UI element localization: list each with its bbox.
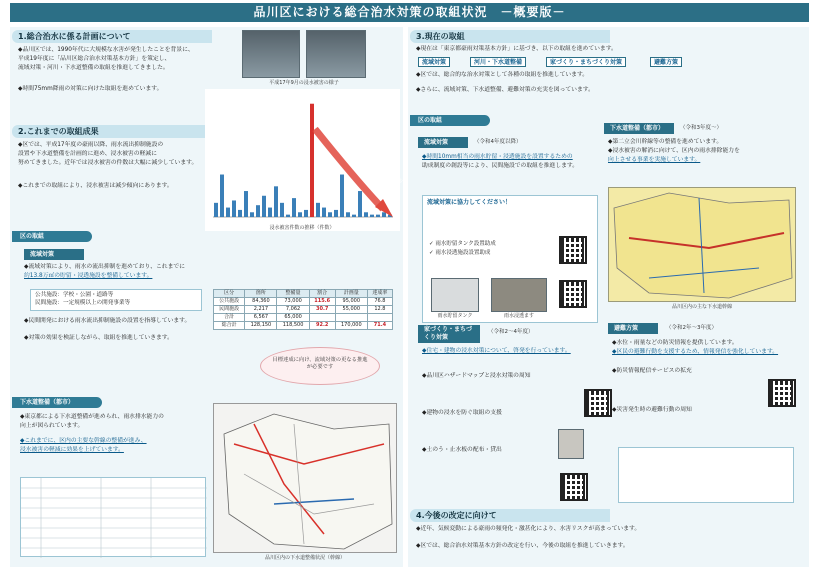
sewer-map-caption: 品川区内の下水道整備状況（幹線）	[264, 555, 345, 561]
section-1-text	[18, 46, 238, 94]
sewer-trunk-caption: 品川区内の主な下水道幹線	[671, 304, 732, 310]
chart-bar	[232, 200, 236, 217]
flood-photo-1	[242, 30, 300, 78]
chart-bar	[268, 208, 272, 217]
facility-line: 民間施設：一定規模以上の開発事業等	[35, 299, 131, 306]
ryuiki-now-line: ◆時間10mm相当の雨水貯留・浸透施設を設置するための	[422, 154, 573, 160]
sewer-line: ◆東京都による下水道整備が進められ、雨水排水能力の	[20, 414, 164, 420]
ryuiki-now-line: 助成制度の創設等により、民間施設での取組を推進します。	[422, 162, 579, 169]
ryuiki-line: 約13.8万㎥の貯留・浸透施設を整備しています。	[24, 272, 153, 279]
table-cell: 115.6	[309, 298, 335, 306]
chart-bar	[244, 191, 248, 217]
house-line: ◆建物の浸水を防ぐ取組の支援	[422, 409, 502, 416]
chart-bar	[298, 212, 302, 217]
ryuiki-now-period: （令和4年度以降）	[474, 139, 522, 145]
section-2-line: ◆区では、平成17年度の豪雨以降、雨水流出抑制施設の	[18, 142, 164, 148]
tag-ryuiki: 流域対策	[418, 57, 450, 67]
evac-info-box	[618, 447, 794, 503]
section-3-text-2	[416, 71, 796, 95]
table-cell	[367, 314, 392, 322]
legend-lines	[21, 478, 207, 558]
ryuiki-panel	[422, 195, 598, 323]
check-item: ✓ 雨水貯留タンク設置助成	[429, 241, 496, 247]
table-header: 割合	[309, 290, 335, 298]
photo-caption: 平成17年9月の浸水被害の様子	[269, 80, 339, 86]
chart-bar	[304, 210, 308, 217]
sewer-now-label: 下水道整備（都市）	[604, 123, 674, 134]
chart-bar	[286, 215, 290, 217]
table-cell: 合計	[214, 314, 245, 322]
qr-code-icon	[559, 280, 587, 308]
sewer-trunk-map-graphic	[609, 188, 797, 303]
table-cell: 7,062	[277, 306, 309, 314]
chart-bar	[280, 203, 284, 217]
section-1-line: 流域対策・河川・下水道整備の取組を推進してきました。	[18, 64, 169, 71]
section-4-line: ◆区では、総合治水対策基本方針の改定を行い、今後の取組を推進していきます。	[416, 542, 629, 549]
table-cell	[309, 314, 335, 322]
table-cell: 73,000	[277, 298, 309, 306]
table-header: 区分	[214, 290, 245, 298]
section-2-line: 設置や下水道整備を計画的に進め、浸水被害の軽減に	[18, 150, 157, 157]
chart-bar	[370, 215, 374, 217]
section-2-line: ◆これまでの取組により、浸水被害は減少傾向にあります。	[18, 182, 173, 189]
table-header: 計画量	[335, 290, 367, 298]
chart-bar	[316, 203, 320, 217]
tank-caption: 雨水貯留タンク	[437, 313, 473, 319]
ward-box-title: 区の取組	[12, 231, 92, 242]
table-cell: 公共施設	[214, 298, 245, 306]
evac-line: ◆水位・雨量などの防災情報を提供しています。	[612, 340, 738, 346]
evac-line: ◆防災情報配信サービスの拡充	[612, 367, 692, 374]
section-3-text	[416, 45, 796, 54]
sewer-text	[20, 413, 206, 455]
evac-line: ◆区民の避難行動を支援するため、情報発信を強化しています。	[612, 348, 779, 355]
qr-code-icon	[584, 389, 612, 417]
sewer-now-line: ◆第二立会川幹線等の整備を進めています。	[608, 139, 723, 145]
chart-bar	[334, 210, 338, 217]
section-2-line: 努めてきました。近年では浸水被害の件数は大幅に減少しています。	[18, 159, 198, 166]
section-2-heading: 2.これまでの取組成果	[12, 125, 212, 138]
table-cell: 128,150	[245, 322, 277, 330]
ryuiki-line: ◆民間開発における雨水流出抑制施設の設置を指導しています。	[24, 318, 191, 324]
chart-bar	[322, 208, 326, 217]
chart-bar	[328, 212, 332, 217]
ryuiki-text-2	[24, 317, 210, 343]
chart-bar	[382, 212, 386, 217]
check-label: 雨水貯留タンク設置助成	[435, 241, 496, 247]
chart-caption: 浸水被害件数の推移（件数）	[269, 225, 335, 231]
section-3-heading: 3.現在の取組	[410, 30, 610, 43]
house-period: （令和2〜4年度）	[488, 329, 534, 335]
table-cell: 6,567	[245, 314, 277, 322]
tag-river-sewer: 河川・下水道整備	[470, 57, 526, 67]
house-line: ◆品川区ハザードマップと浸水対策の周知	[422, 372, 531, 379]
qr-code-icon	[559, 236, 587, 264]
table-cell: 71.4	[367, 322, 392, 330]
chart-bar	[310, 104, 314, 217]
section-1-line: ◆品川区では、1990年代に大規模な水害が発生したことを背景に、	[18, 47, 194, 53]
chart-bar	[358, 191, 362, 217]
house-photo	[558, 429, 584, 459]
table-row	[214, 306, 393, 314]
table-header: 達成率	[367, 290, 392, 298]
table-cell: 30.7	[309, 306, 335, 314]
chart-bar	[214, 203, 218, 217]
rain-tank-photo	[431, 278, 479, 312]
table-cell: 76.8	[367, 298, 392, 306]
tag-house-town: 家づくり・まちづくり対策	[546, 57, 626, 67]
table-row	[214, 314, 393, 322]
evac-period: （令和2年〜3年度）	[666, 325, 717, 331]
sewer-line: ◆これまでに、区内の主要な幹線の整備が進み、	[20, 437, 147, 444]
chart-bar	[226, 208, 230, 217]
table-cell: 55,000	[335, 306, 367, 314]
table-cell: 2,217	[245, 306, 277, 314]
table-cell: 総合計	[214, 322, 245, 330]
table-cell: 170,000	[335, 322, 367, 330]
facility-line: 公共施設：学校・公園・道路等	[35, 292, 114, 298]
table-cell: 65,000	[277, 314, 309, 322]
table-cell: 118,500	[277, 322, 309, 330]
table-cell: 12.8	[367, 306, 392, 314]
chart-bar	[238, 210, 242, 217]
check-item: ✓ 雨水浸透施設設置助成	[429, 249, 491, 256]
table-row	[214, 322, 393, 330]
trend-arrow-shaft	[315, 129, 383, 209]
sewer-now-line: ◆浸水被害の解消に向けて、区内の雨水排除能力を	[608, 147, 740, 154]
page-title: 品川区における総合治水対策の取組状況 －概要版－	[10, 3, 809, 22]
tag-evacuation: 避難方策	[650, 57, 682, 67]
flood-count-chart	[205, 89, 404, 231]
qr-code-icon	[560, 473, 588, 501]
house-label: 家づくり・まちづくり対策	[418, 325, 480, 343]
ryuiki-now-text	[422, 153, 602, 171]
evac-label: 避難方策	[608, 323, 658, 334]
table-header-row	[214, 290, 393, 298]
qr-code-icon	[768, 379, 796, 407]
sewer-line: 浸水被害の軽減に効果を上げています。	[20, 446, 124, 453]
chart-bar	[292, 198, 296, 217]
chart-annotation: 浸水被害減少	[373, 179, 404, 185]
table-row	[214, 298, 393, 306]
sewer-map	[213, 403, 397, 553]
facility-list-box	[30, 289, 202, 311]
section-3-line: ◆区では、総合的な治水対策として各種の取組を推進しています。	[416, 72, 589, 78]
chart-bar	[340, 175, 344, 217]
ryuiki-text	[24, 263, 210, 281]
facility-table	[213, 289, 393, 330]
table-header: 箇所	[245, 290, 277, 298]
section-3-line: ◆現在は「東京都豪雨対策基本方針」に基づき、以下の取組を進めています。	[416, 46, 617, 52]
target-bubble: 目標達成に向け、流域対策の更なる推進が必要です	[260, 347, 380, 385]
section-4-text	[416, 525, 802, 551]
section-3-line: ◆さらに、流域対策、下水道整備、避難対策の充実を図っています。	[416, 86, 594, 93]
infiltration-photo	[491, 278, 547, 312]
ryuiki-panel-title: 流域対策に協力してください！	[427, 199, 512, 206]
sewer-box-title: 下水道整備（都市）	[12, 397, 102, 408]
chart-bar	[364, 212, 368, 217]
section-1-line: ◆時間75mm降雨の対策に向けた取組を進めています。	[18, 85, 163, 92]
check-label: 雨水浸透施設設置助成	[435, 249, 491, 256]
chart-bar	[376, 215, 380, 217]
flood-photo-2	[306, 30, 366, 78]
section-1-heading: 1.総合治水に係る計画について	[12, 30, 212, 43]
section-4-line: ◆近年、気候変動による豪雨の頻発化・激甚化により、水害リスクが高まっています。	[416, 526, 641, 532]
chart-bar	[352, 215, 356, 217]
table-cell: 民間施設	[214, 306, 245, 314]
table-cell: 95,000	[335, 298, 367, 306]
chart-bar	[346, 212, 350, 217]
table-cell	[335, 314, 367, 322]
house-line: ◆住宅・建物の浸水対策について、啓発を行っています。	[422, 348, 571, 354]
main-box-title: 区の取組	[410, 115, 490, 126]
left-column	[10, 27, 403, 567]
right-column	[408, 27, 809, 567]
evac-line: ◆災害発生時の避難行動の周知	[612, 406, 692, 413]
sewer-trunk-map	[608, 187, 796, 302]
chart-bar	[256, 205, 260, 217]
table-header: 整備量	[277, 290, 309, 298]
sewer-map-graphic	[214, 404, 398, 554]
ryuiki-now-label: 流域対策	[418, 137, 468, 148]
section-2-text	[18, 141, 208, 191]
sewer-legend-table	[20, 477, 206, 557]
chart-bar	[250, 212, 254, 217]
ryuiki-line: ◆流域対策により、雨水の流出抑制を進めており、これまでに	[24, 264, 185, 270]
house-line: ◆土のう・止水板の配布・貸出	[422, 446, 502, 453]
chart-bar	[274, 186, 278, 217]
section-1-line: 平成19年度に「品川区総合治水対策基本方針」を策定し、	[18, 55, 171, 62]
sewer-now-text	[608, 138, 798, 165]
table-cell: 92.2	[309, 322, 335, 330]
chart-bar	[220, 175, 224, 217]
ryuiki-label: 流域対策	[24, 249, 84, 260]
well-caption: 雨水浸透ます	[503, 313, 534, 319]
sewer-line: 向上が図られています。	[20, 422, 84, 429]
chart-bar	[262, 196, 266, 217]
ryuiki-checklist	[429, 240, 496, 258]
ryuiki-line: ◆対策の効果を検証しながら、取組を推進していきます。	[24, 334, 173, 341]
sewer-now-period: （令和3年度〜）	[680, 125, 722, 131]
sewer-now-line: 向上させる事業を実施しています。	[608, 156, 701, 163]
section-4-heading: 4.今後の改定に向けて	[410, 509, 610, 522]
table-cell: 84,360	[245, 298, 277, 306]
